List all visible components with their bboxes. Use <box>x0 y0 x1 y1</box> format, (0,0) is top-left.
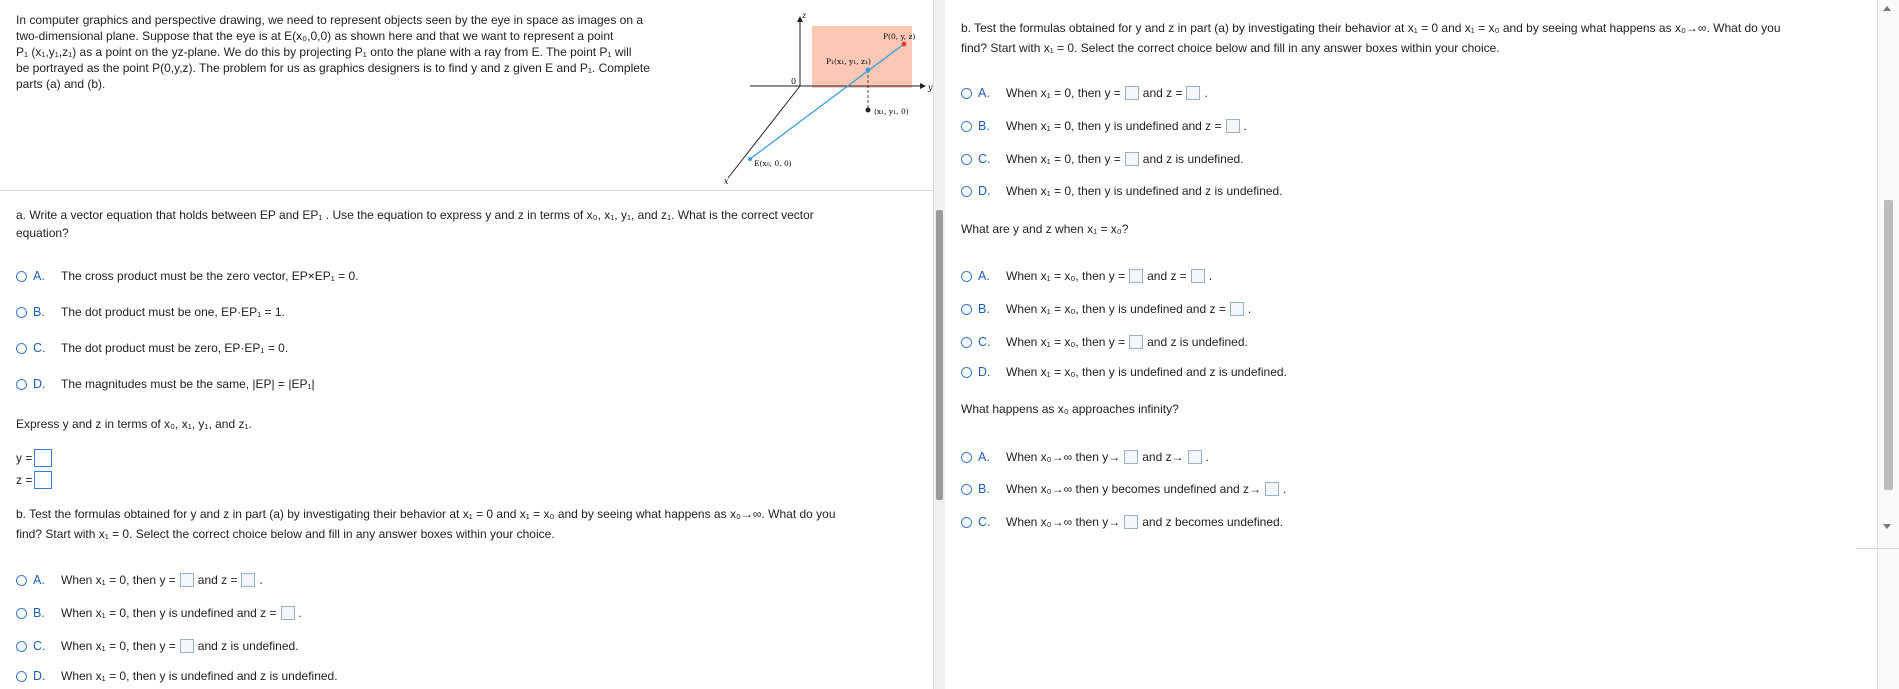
part-a-question-line2: equation? <box>16 226 69 240</box>
x1x0-option-a[interactable]: A. When x₁ = x₀, then y = and z = . <box>961 265 1212 287</box>
radio-a[interactable] <box>16 575 27 586</box>
proj-label: (x₁, y₁, 0) <box>874 107 909 116</box>
radio-d[interactable] <box>16 379 27 390</box>
scroll-down-icon[interactable] <box>1883 524 1891 529</box>
radio-c[interactable] <box>961 517 972 528</box>
intro-line-3: P₁ (x₁,y₁,z₁) as a point on the yz-plane. We do this by projecting P₁ onto the plane with a ray from E. The point P₁ will <box>16 45 632 59</box>
scroll-up-icon[interactable] <box>1883 6 1891 11</box>
infinity-option-c[interactable]: C. When x₀→∞ then y→ and z becomes undefined. <box>961 511 1283 533</box>
radio-d[interactable] <box>16 671 27 682</box>
part-a-option-c[interactable]: C. The dot product must be zero, EP·EP₁ = 0. <box>16 337 288 359</box>
p1-label: P₁(x₁, y₁, z₁) <box>826 57 871 66</box>
answer-box-y[interactable] <box>1124 515 1138 529</box>
radio-c[interactable] <box>961 337 972 348</box>
bottom-divider <box>1856 548 1899 549</box>
z-axis-label: z <box>802 11 807 20</box>
left-b-option-c[interactable]: C. When x₁ = 0, then y = and z is undefined. <box>16 635 299 657</box>
answer-box-z[interactable] <box>1226 119 1240 133</box>
infinity-option-a[interactable]: A. When x₀→∞ then y→ and z→ . <box>961 446 1209 468</box>
part-a-option-b[interactable]: B. The dot product must be one, EP·EP₁ = 1. <box>16 301 285 323</box>
left-b-option-b[interactable]: B. When x₁ = 0, then y is undefined and z = . <box>16 602 302 624</box>
right-b-option-a[interactable]: A. When x₁ = 0, then y = and z = . <box>961 82 1208 104</box>
origin-label: 0 <box>791 77 797 86</box>
intro-line-1: In computer graphics and perspective drawing, we need to represent objects seen by the eye in space as images on a <box>16 13 644 27</box>
section-divider <box>0 190 933 191</box>
right-scrollbar-thumb[interactable] <box>1884 200 1893 490</box>
answer-box-y[interactable] <box>180 573 194 587</box>
option-text: The magnitudes must be the same, |EP| = |EP₁| <box>61 377 315 391</box>
answer-box-y[interactable] <box>1129 269 1143 283</box>
right-b-option-b[interactable]: B. When x₁ = 0, then y is undefined and z = . <box>961 115 1247 137</box>
radio-a[interactable] <box>961 88 972 99</box>
x1x0-option-d[interactable]: D. When x₁ = x₀, then y is undefined and z is undefined. <box>961 361 1287 383</box>
radio-b[interactable] <box>16 608 27 619</box>
answer-box-y[interactable] <box>1124 450 1138 464</box>
part-a-question-line1: a. Write a vector equation that holds between EP and EP₁ . Use the equation to express y and z in terms of x₀, x₁, y₁, and z₁. What is the correct vector <box>16 208 814 222</box>
intro-line-4: be portrayed as the point P(0,y,z). The problem for us as graphics designers is to find y and z given E and P₁. Complete <box>16 61 650 75</box>
radio-c[interactable] <box>16 641 27 652</box>
right-pane <box>945 0 1899 689</box>
infinity-question: What happens as x₀ approaches infinity? <box>961 402 1179 416</box>
intro-line-5: parts (a) and (b). <box>16 77 106 91</box>
x1-equals-x0-question: What are y and z when x₁ = x₀? <box>961 222 1129 236</box>
answer-box-z[interactable] <box>1230 302 1244 316</box>
e-point <box>748 157 752 161</box>
answer-box-z[interactable] <box>1188 450 1202 464</box>
part-b-question-left: b. Test the formulas obtained for y and z in part (a) by investigating their behavior at x₁ = 0 and x₁ = x₀ and by seeing what happens as x₀→∞. What do you find? Start with x₁ = 0. Select the correct choice below and fill in any answer boxes within your choice. <box>16 507 836 541</box>
answer-box-z[interactable] <box>241 573 255 587</box>
z-answer-row <box>16 471 56 489</box>
part-a-option-a[interactable]: A. The cross product must be the zero vector, EP×EP₁ = 0. <box>16 265 359 287</box>
right-scrollbar[interactable] <box>1877 0 1899 689</box>
y-axis-label: y <box>928 83 933 92</box>
x1x0-option-c[interactable]: C. When x₁ = x₀, then y = and z is undefined. <box>961 331 1248 353</box>
option-text: The cross product must be the zero vector, EP×EP₁ = 0. <box>61 269 359 283</box>
radio-b[interactable] <box>961 484 972 495</box>
radio-c[interactable] <box>961 154 972 165</box>
option-text: The dot product must be zero, EP·EP₁ = 0. <box>61 341 289 355</box>
z-label: z = <box>16 473 33 487</box>
express-prompt: Express y and z in terms of x₀, x₁, y₁, and z₁. <box>16 417 252 431</box>
proj-point <box>866 108 871 113</box>
option-text: The dot product must be one, EP·EP₁ = 1. <box>61 305 285 319</box>
right-b-option-d[interactable]: D. When x₁ = 0, then y is undefined and z is undefined. <box>961 180 1283 202</box>
x1x0-option-b[interactable]: B. When x₁ = x₀, then y is undefined and z = . <box>961 298 1251 320</box>
x-axis-label: x <box>724 177 729 186</box>
radio-a[interactable] <box>961 452 972 463</box>
radio-d[interactable] <box>961 186 972 197</box>
left-scrollbar-thumb[interactable] <box>936 210 943 500</box>
radio-b[interactable] <box>961 121 972 132</box>
answer-box-y[interactable] <box>1125 86 1139 100</box>
z-answer-box[interactable] <box>34 471 52 489</box>
left-b-option-d[interactable]: D. When x₁ = 0, then y is undefined and z is undefined. <box>16 665 338 687</box>
answer-box-z[interactable] <box>1265 482 1279 496</box>
answer-box-y[interactable] <box>1129 335 1143 349</box>
radio-a[interactable] <box>961 271 972 282</box>
e-label: E(x₀, 0, 0) <box>754 159 792 168</box>
left-pane <box>0 0 933 689</box>
p-point <box>902 42 907 47</box>
answer-box-z[interactable] <box>1191 269 1205 283</box>
left-b-option-a[interactable]: A. When x₁ = 0, then y = and z = . <box>16 569 263 591</box>
p1-point <box>866 68 871 73</box>
answer-box-y[interactable] <box>180 639 194 653</box>
radio-d[interactable] <box>961 367 972 378</box>
answer-box-z[interactable] <box>281 606 295 620</box>
answer-box-y[interactable] <box>1125 152 1139 166</box>
part-a-question <box>16 206 916 242</box>
y-label: y = <box>16 451 33 465</box>
radio-a[interactable] <box>16 271 27 282</box>
part-b-question: b. Test the formulas obtained for y and z in part (a) by investigating their behavior at x₁ = 0 and x₁ = x₀ and by seeing what happens as x₀→∞. What do you find? Start with x₁ = 0. Select the correct choice below and fill in any answer boxes within your choice. <box>961 21 1781 55</box>
infinity-option-b[interactable]: B. When x₀→∞ then y becomes undefined and z→ . <box>961 478 1286 500</box>
y-arrow <box>920 83 926 89</box>
y-answer-box[interactable] <box>34 449 52 467</box>
part-a-option-d[interactable]: D. The magnitudes must be the same, |EP| = |EP₁| <box>16 373 315 395</box>
projection-figure <box>720 6 940 186</box>
y-answer-row <box>16 449 56 467</box>
p-label: P(0, y, z) <box>883 32 916 41</box>
radio-b[interactable] <box>16 307 27 318</box>
intro-text <box>16 12 716 92</box>
intro-line-2: two-dimensional plane. Suppose that the eye is at E(x₀,0,0) as shown here and that we want to represent a point <box>16 29 614 43</box>
right-b-option-c[interactable]: C. When x₁ = 0, then y = and z is undefined. <box>961 148 1244 170</box>
radio-c[interactable] <box>16 343 27 354</box>
radio-b[interactable] <box>961 304 972 315</box>
answer-box-z[interactable] <box>1186 86 1200 100</box>
